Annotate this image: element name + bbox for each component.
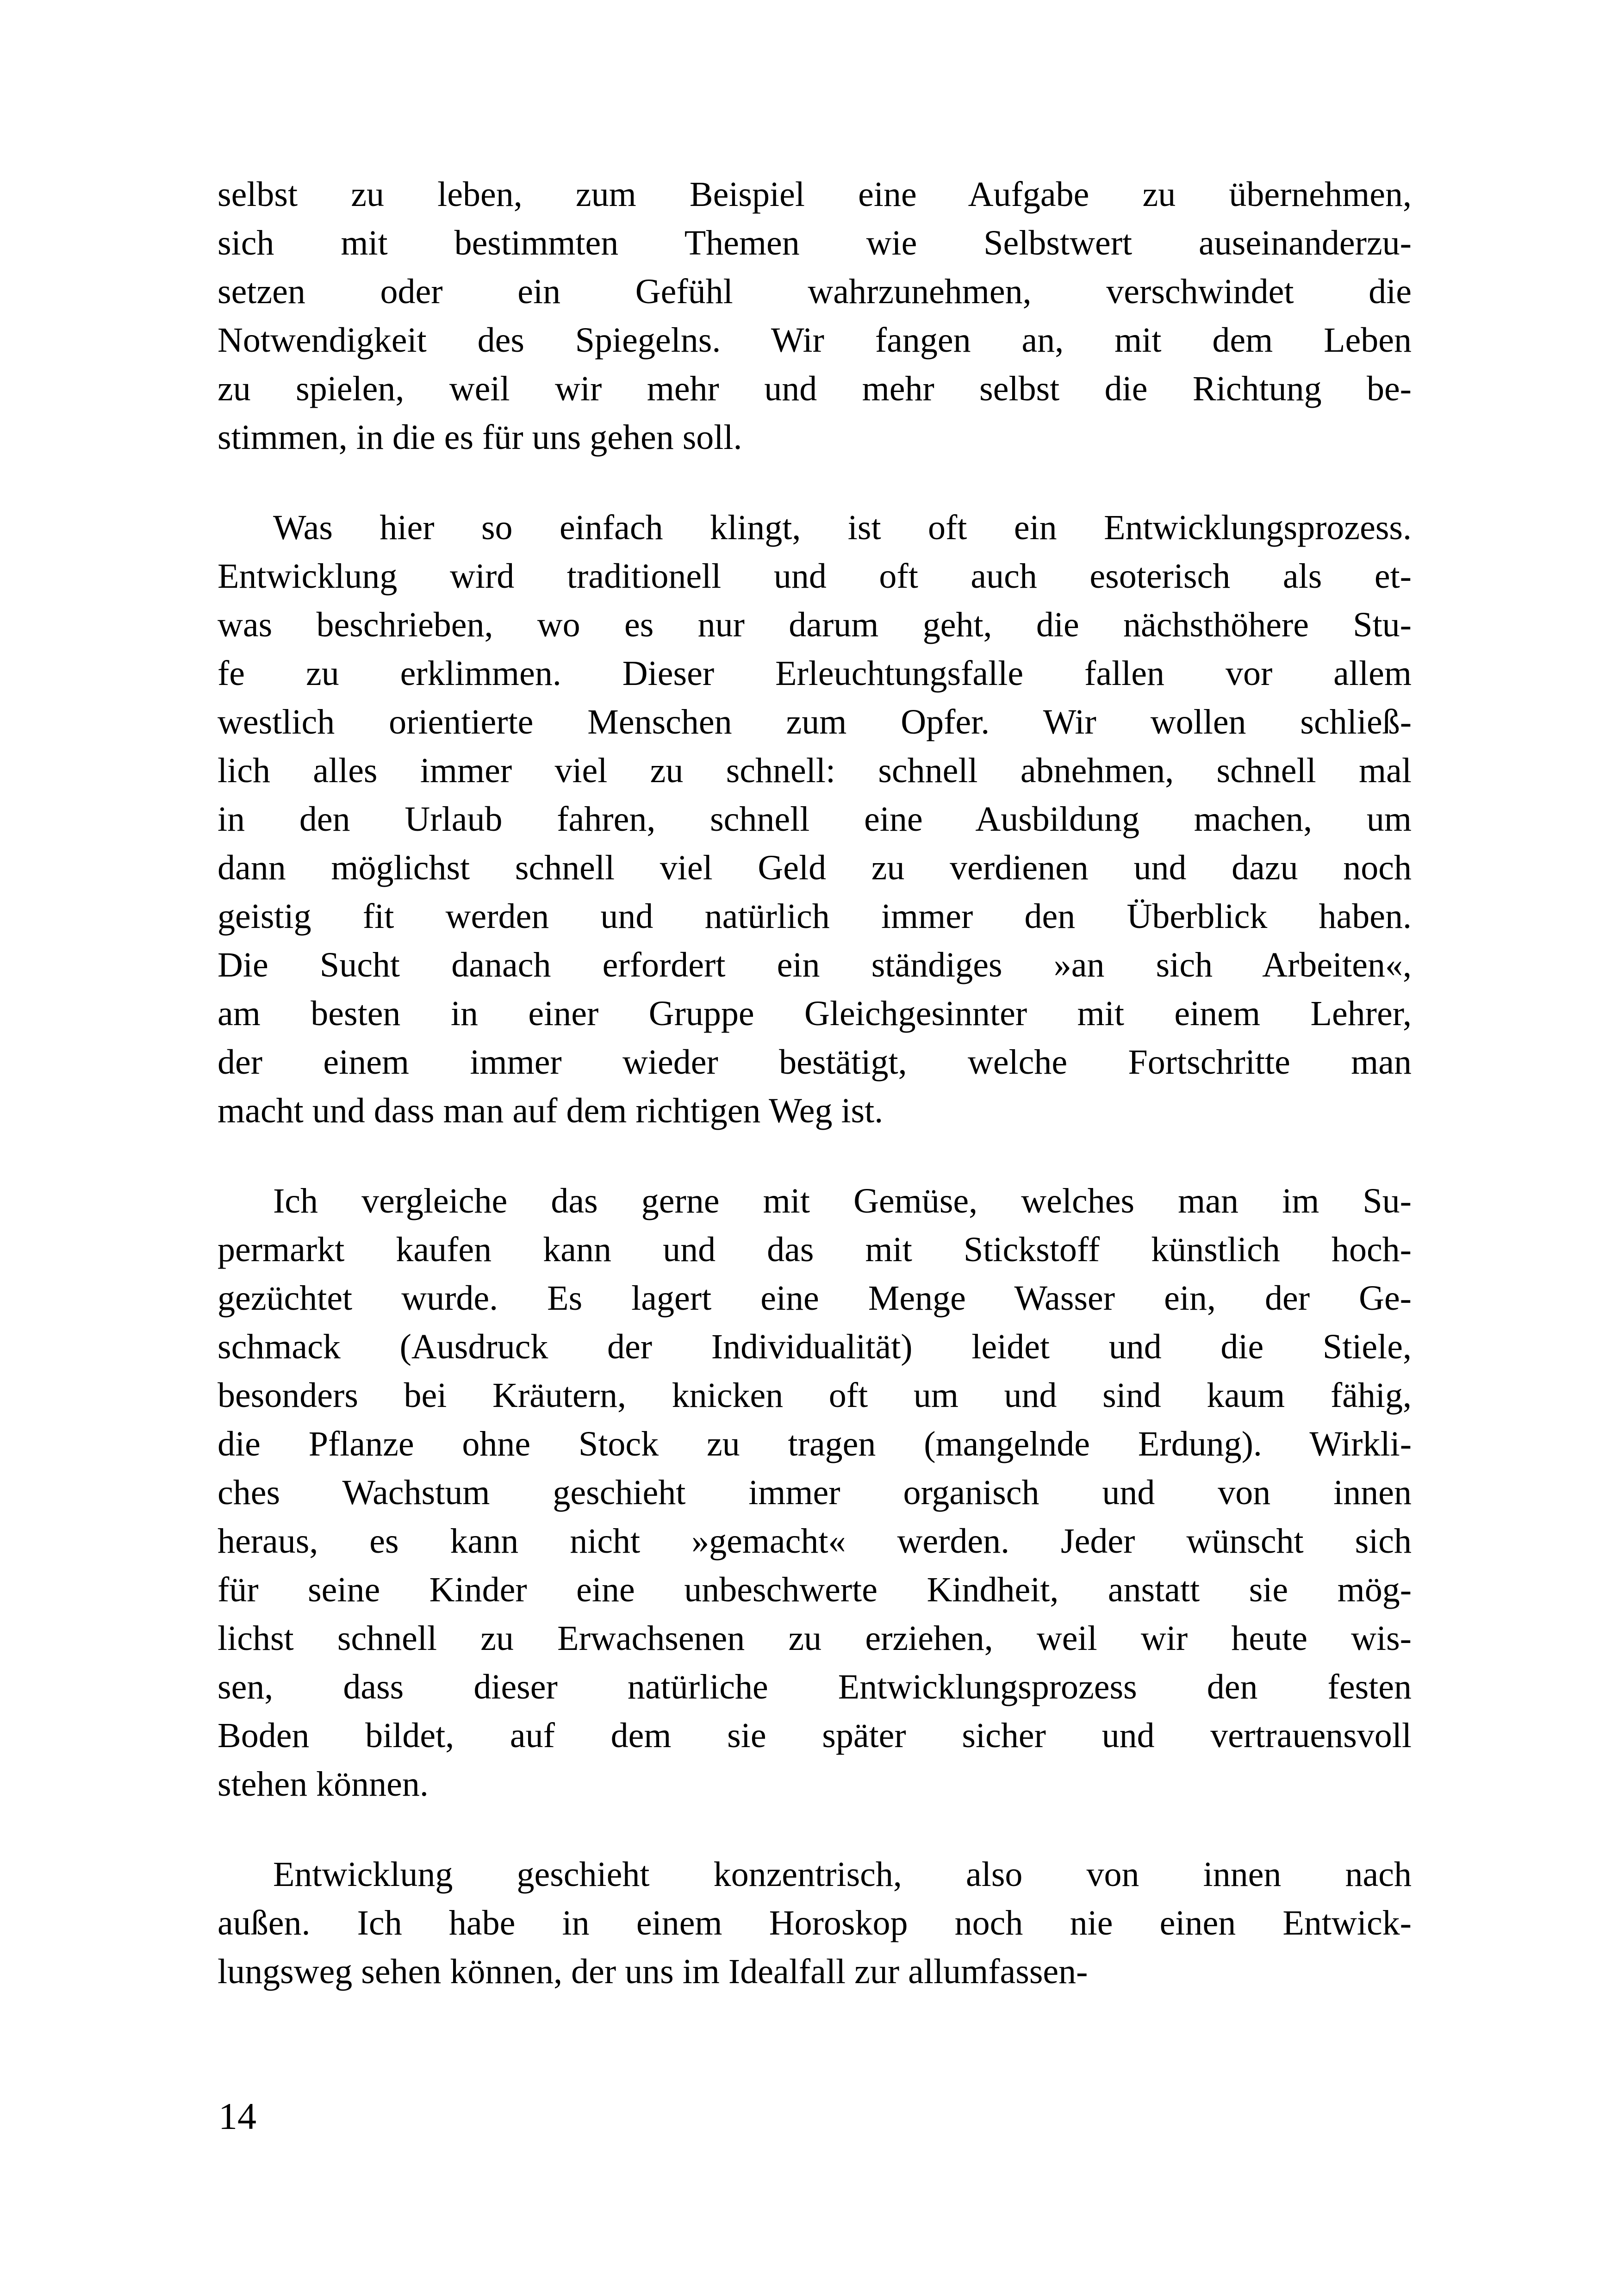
text-line: Die Sucht danach erfordert ein ständiges »an sich Arbeiten«,	[218, 946, 1412, 984]
text-line: macht und dass man auf dem richtigen Weg ist.	[218, 1091, 884, 1130]
page-number: 14	[218, 2095, 256, 2137]
text-line: in den Urlaub fahren, schnell eine Ausbildung machen, um	[218, 800, 1412, 839]
text-line: Ich vergleiche das gerne mit Gemüse, welches man im Su-	[273, 1182, 1412, 1220]
paragraph	[218, 1177, 1412, 1809]
text-line: Entwicklung geschieht konzentrisch, also von innen nach	[273, 1855, 1412, 1894]
paragraph	[218, 1850, 1412, 1996]
text-line: setzen oder ein Gefühl wahrzunehmen, verschwindet die	[218, 272, 1412, 311]
text-line: Notwendigkeit des Spiegelns. Wir fangen an, mit dem Leben	[218, 321, 1412, 360]
text-line: ches Wachstum geschieht immer organisch und von innen	[218, 1473, 1412, 1512]
text-block	[218, 170, 1412, 1996]
text-line: geistig fit werden und natürlich immer den Überblick haben.	[218, 897, 1412, 936]
text-line: schmack (Ausdruck der Individualität) leidet und die Stiele,	[218, 1327, 1412, 1366]
text-line: der einem immer wieder bestätigt, welche Fortschritte man	[218, 1043, 1412, 1082]
text-line: fe zu erklimmen. Dieser Erleuchtungsfalle fallen vor allem	[218, 654, 1412, 693]
text-line: was beschrieben, wo es nur darum geht, die nächsthöhere Stu-	[218, 605, 1412, 644]
paragraph	[218, 170, 1412, 462]
text-line: sen, dass dieser natürliche Entwicklungsprozess den festen	[218, 1668, 1412, 1706]
text-line: die Pflanze ohne Stock zu tragen (mangelnde Erdung). Wirkli-	[218, 1425, 1412, 1463]
text-line: stimmen, in die es für uns gehen soll.	[218, 418, 742, 457]
text-line: selbst zu leben, zum Beispiel eine Aufgabe zu übernehmen,	[218, 175, 1412, 214]
text-line: außen. Ich habe in einem Horoskop noch nie einen Entwick-	[218, 1904, 1412, 1942]
text-line: sich mit bestimmten Themen wie Selbstwert auseinanderzu-	[218, 224, 1412, 262]
text-line: lungsweg sehen können, der uns im Idealfall zur allumfassen-	[218, 1952, 1088, 1991]
text-line: Was hier so einfach klingt, ist oft ein Entwicklungsprozess.	[273, 508, 1412, 547]
text-line: westlich orientierte Menschen zum Opfer. Wir wollen schließ-	[218, 703, 1412, 741]
text-line: für seine Kinder eine unbeschwerte Kindheit, anstatt sie mög-	[218, 1570, 1412, 1609]
text-line: dann möglichst schnell viel Geld zu verdienen und dazu noch	[218, 848, 1412, 887]
text-line: permarkt kaufen kann und das mit Stickstoff künstlich hoch-	[218, 1230, 1412, 1269]
text-line: heraus, es kann nicht »gemacht« werden. Jeder wünscht sich	[218, 1522, 1412, 1561]
text-line: am besten in einer Gruppe Gleichgesinnter mit einem Lehrer,	[218, 994, 1412, 1033]
text-line: gezüchtet wurde. Es lagert eine Menge Wasser ein, der Ge-	[218, 1279, 1412, 1318]
text-line: lich alles immer viel zu schnell: schnell abnehmen, schnell mal	[218, 751, 1412, 790]
text-line: stehen können.	[218, 1765, 429, 1804]
paragraph	[218, 504, 1412, 1135]
text-line: Entwicklung wird traditionell und oft auch esoterisch als et-	[218, 557, 1412, 596]
text-line: zu spielen, weil wir mehr und mehr selbst die Richtung be-	[218, 369, 1412, 408]
text-line: lichst schnell zu Erwachsenen zu erziehen, weil wir heute wis-	[218, 1619, 1412, 1658]
text-line: Boden bildet, auf dem sie später sicher und vertrauensvoll	[218, 1716, 1412, 1755]
text-line: besonders bei Kräutern, knicken oft um und sind kaum fähig,	[218, 1376, 1412, 1415]
